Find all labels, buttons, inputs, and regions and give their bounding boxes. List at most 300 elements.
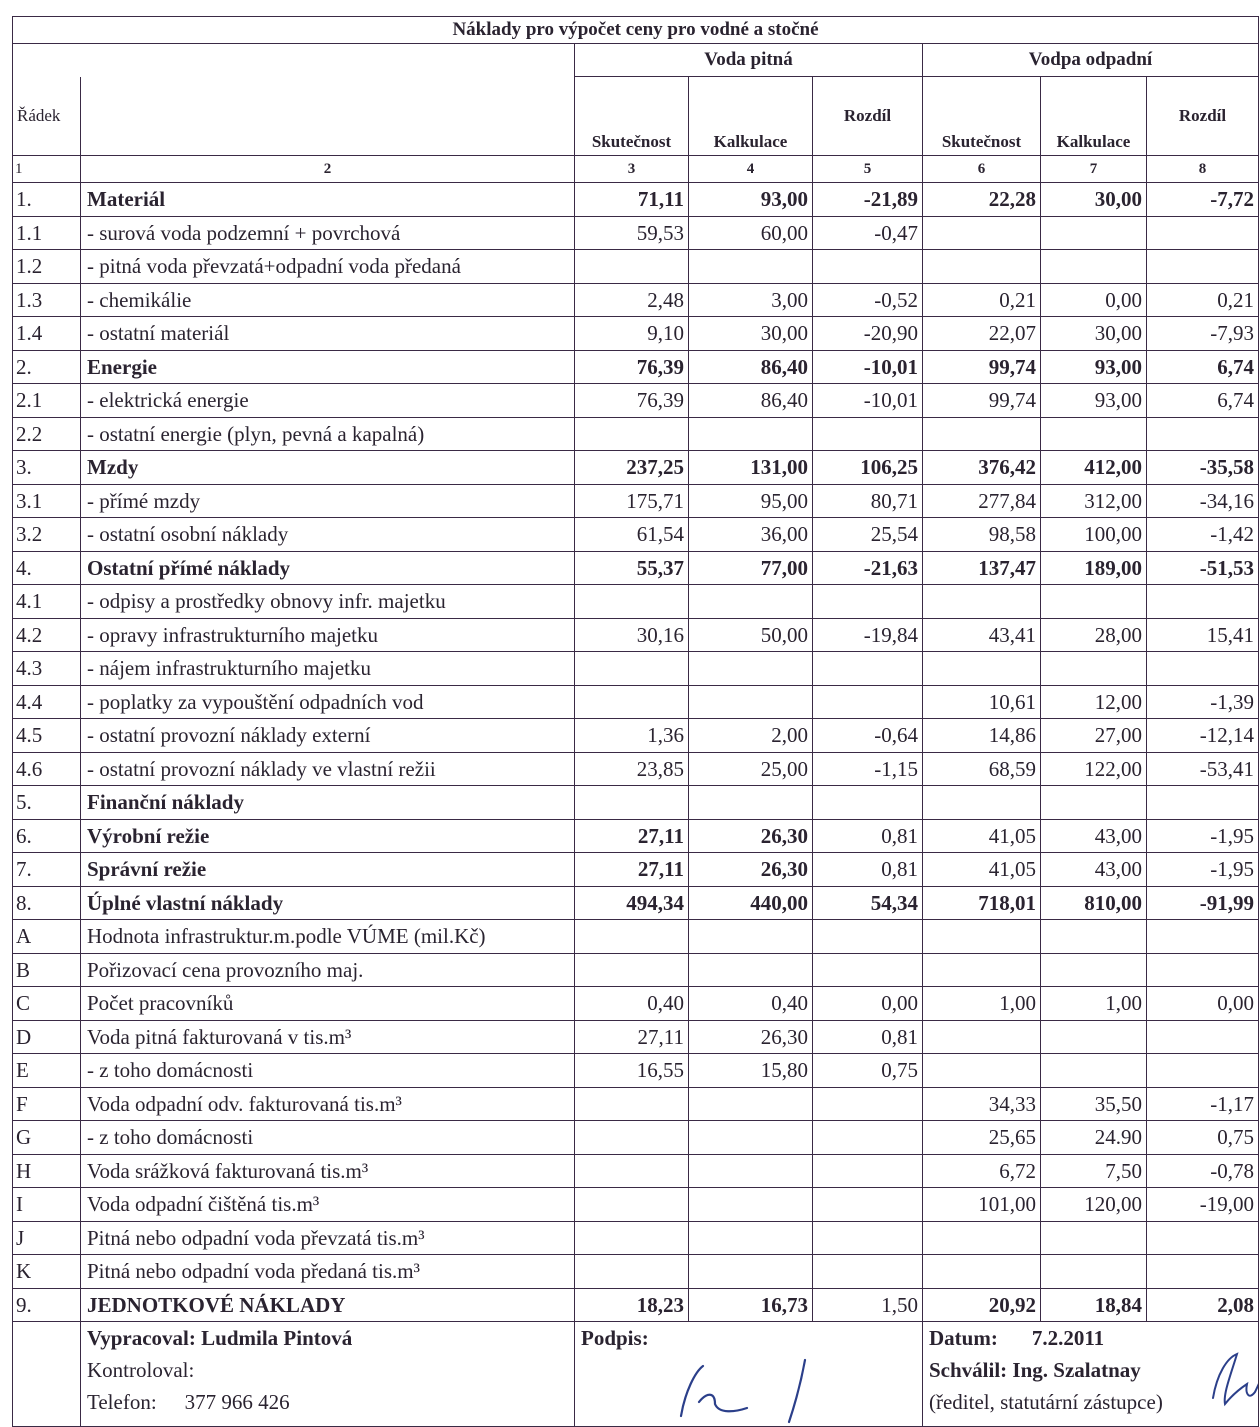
cell-waste-diff: -1,17 xyxy=(1147,1087,1259,1121)
cell-water-calc xyxy=(689,920,813,954)
cell-water-diff: -21,63 xyxy=(813,551,923,585)
row-code: B xyxy=(13,953,81,987)
table-row xyxy=(13,585,1259,619)
row-code: 4.1 xyxy=(13,585,81,619)
row-label: - přímé mzdy xyxy=(81,484,575,518)
approved-by: Schválil: Ing. Szalatnay xyxy=(929,1358,1141,1382)
cell-water-actual: 18,23 xyxy=(575,1288,689,1322)
cell-waste-calc xyxy=(1041,1221,1147,1255)
cell-water-calc xyxy=(689,1255,813,1289)
cell-waste-calc: 28,00 xyxy=(1041,618,1147,652)
cell-waste-diff xyxy=(1147,417,1259,451)
row-label: - chemikálie xyxy=(81,283,575,317)
table-row xyxy=(13,451,1259,485)
cell-waste-calc xyxy=(1041,216,1147,250)
table-row xyxy=(13,1020,1259,1054)
col-number: 6 xyxy=(923,156,1041,183)
row-code: 1.4 xyxy=(13,317,81,351)
cell-waste-actual: 22,07 xyxy=(923,317,1041,351)
cell-water-actual xyxy=(575,953,689,987)
cell-waste-actual xyxy=(923,1020,1041,1054)
cell-waste-actual: 14,86 xyxy=(923,719,1041,753)
group-waste: Vodpa odpadní xyxy=(923,44,1259,77)
cell-water-actual xyxy=(575,250,689,284)
cell-water-actual: 71,11 xyxy=(575,183,689,217)
cell-water-calc xyxy=(689,1188,813,1222)
table-row xyxy=(13,1288,1259,1322)
cell-water-actual xyxy=(575,920,689,954)
cell-water-diff: 0,81 xyxy=(813,819,923,853)
header-radek: Řádek xyxy=(13,77,81,156)
table-row xyxy=(13,920,1259,954)
cell-water-diff: 0,00 xyxy=(813,987,923,1021)
row-label: - ostatní provozní náklady ve vlastní režii xyxy=(81,752,575,786)
signature-drawing xyxy=(655,1352,855,1424)
cell-water-actual: 76,39 xyxy=(575,350,689,384)
cell-water-actual: 30,16 xyxy=(575,618,689,652)
row-label: - z toho domácnosti xyxy=(81,1054,575,1088)
table-row xyxy=(13,886,1259,920)
row-label: - opravy infrastrukturního majetku xyxy=(81,618,575,652)
cell-water-calc: 30,00 xyxy=(689,317,813,351)
table-row xyxy=(13,1121,1259,1155)
date-label: Datum: xyxy=(929,1326,998,1350)
row-code: K xyxy=(13,1255,81,1289)
row-code: 3. xyxy=(13,451,81,485)
cell-waste-actual: 137,47 xyxy=(923,551,1041,585)
cell-water-actual: 55,37 xyxy=(575,551,689,585)
cell-waste-actual xyxy=(923,417,1041,451)
cell-waste-calc: 43,00 xyxy=(1041,819,1147,853)
cell-waste-actual: 0,21 xyxy=(923,283,1041,317)
cell-waste-actual: 376,42 xyxy=(923,451,1041,485)
footer-approval-block xyxy=(923,1322,1259,1427)
cell-waste-diff xyxy=(1147,1221,1259,1255)
table-row xyxy=(13,283,1259,317)
cell-water-diff xyxy=(813,1154,923,1188)
cell-waste-diff: -35,58 xyxy=(1147,451,1259,485)
cell-water-actual xyxy=(575,585,689,619)
row-label: Počet pracovníků xyxy=(81,987,575,1021)
row-code: G xyxy=(13,1121,81,1155)
col-number: 3 xyxy=(575,156,689,183)
cell-water-diff: -20,90 xyxy=(813,317,923,351)
cell-water-diff: 80,71 xyxy=(813,484,923,518)
row-code: 1.1 xyxy=(13,216,81,250)
row-label: Voda odpadní odv. fakturovaná tis.m³ xyxy=(81,1087,575,1121)
cell-water-diff: -21,89 xyxy=(813,183,923,217)
cell-water-calc: 77,00 xyxy=(689,551,813,585)
cell-waste-calc: 24.90 xyxy=(1041,1121,1147,1155)
row-code: F xyxy=(13,1087,81,1121)
cell-waste-actual: 277,84 xyxy=(923,484,1041,518)
cell-water-diff xyxy=(813,953,923,987)
row-label: - odpisy a prostředky obnovy infr. majetku xyxy=(81,585,575,619)
cell-waste-diff xyxy=(1147,585,1259,619)
cell-water-calc xyxy=(689,1121,813,1155)
cell-water-actual: 76,39 xyxy=(575,384,689,418)
table-row xyxy=(13,752,1259,786)
cell-waste-actual: 1,00 xyxy=(923,987,1041,1021)
cell-water-calc: 2,00 xyxy=(689,719,813,753)
phone-label: Telefon: xyxy=(87,1390,157,1414)
row-code: I xyxy=(13,1188,81,1222)
cell-waste-diff xyxy=(1147,1255,1259,1289)
cell-water-diff: -19,84 xyxy=(813,618,923,652)
row-code: H xyxy=(13,1154,81,1188)
row-label: Ostatní přímé náklady xyxy=(81,551,575,585)
row-label: Voda odpadní čištěná tis.m³ xyxy=(81,1188,575,1222)
cost-sheet xyxy=(12,16,1258,1420)
cell-waste-calc: 27,00 xyxy=(1041,719,1147,753)
cell-waste-diff xyxy=(1147,216,1259,250)
group-water: Voda pitná xyxy=(575,44,923,77)
row-code: 4.3 xyxy=(13,652,81,686)
cell-water-diff: 0,81 xyxy=(813,1020,923,1054)
table-row xyxy=(13,417,1259,451)
row-label: - ostatní osobní náklady xyxy=(81,518,575,552)
table-row xyxy=(13,484,1259,518)
cell-water-calc: 50,00 xyxy=(689,618,813,652)
table-row xyxy=(13,1054,1259,1088)
cell-waste-calc: 30,00 xyxy=(1041,317,1147,351)
phone-number: 377 966 426 xyxy=(184,1390,290,1414)
cell-water-actual: 175,71 xyxy=(575,484,689,518)
cell-waste-actual: 10,61 xyxy=(923,685,1041,719)
cell-water-actual xyxy=(575,1154,689,1188)
cell-waste-diff xyxy=(1147,920,1259,954)
row-code: 4.6 xyxy=(13,752,81,786)
cell-waste-actual xyxy=(923,1255,1041,1289)
cell-water-actual: 23,85 xyxy=(575,752,689,786)
table-row xyxy=(13,183,1259,217)
row-code: 8. xyxy=(13,886,81,920)
table-row xyxy=(13,518,1259,552)
cell-water-diff xyxy=(813,920,923,954)
row-code: 4.4 xyxy=(13,685,81,719)
row-label: Voda pitná fakturovaná v tis.m³ xyxy=(81,1020,575,1054)
cell-water-actual: 27,11 xyxy=(575,819,689,853)
cell-waste-calc: 18,84 xyxy=(1041,1288,1147,1322)
cell-water-diff: -0,64 xyxy=(813,719,923,753)
cell-waste-diff: -7,93 xyxy=(1147,317,1259,351)
cell-waste-actual: 98,58 xyxy=(923,518,1041,552)
cell-waste-calc: 35,50 xyxy=(1041,1087,1147,1121)
cell-waste-diff xyxy=(1147,1020,1259,1054)
row-label: Pořizovací cena provozního maj. xyxy=(81,953,575,987)
cell-water-actual xyxy=(575,1087,689,1121)
row-code: 4. xyxy=(13,551,81,585)
cell-waste-actual xyxy=(923,1221,1041,1255)
cell-water-diff xyxy=(813,250,923,284)
cell-water-actual xyxy=(575,1221,689,1255)
cell-waste-diff: -1,39 xyxy=(1147,685,1259,719)
row-code: D xyxy=(13,1020,81,1054)
cell-waste-actual: 68,59 xyxy=(923,752,1041,786)
cell-water-calc: 0,40 xyxy=(689,987,813,1021)
cell-water-actual: 27,11 xyxy=(575,853,689,887)
table-row xyxy=(13,1255,1259,1289)
cell-waste-diff: -51,53 xyxy=(1147,551,1259,585)
cell-water-calc xyxy=(689,1087,813,1121)
cell-waste-calc: 93,00 xyxy=(1041,350,1147,384)
cell-waste-diff: -1,95 xyxy=(1147,853,1259,887)
cell-water-calc: 3,00 xyxy=(689,283,813,317)
row-code: 4.2 xyxy=(13,618,81,652)
cell-water-calc: 15,80 xyxy=(689,1054,813,1088)
table-row xyxy=(13,652,1259,686)
table-row xyxy=(13,819,1259,853)
cell-waste-calc: 93,00 xyxy=(1041,384,1147,418)
row-code: J xyxy=(13,1221,81,1255)
row-code: 1.3 xyxy=(13,283,81,317)
subheader-row xyxy=(13,77,1259,156)
cell-water-calc xyxy=(689,1154,813,1188)
footer-signature-block xyxy=(575,1322,923,1427)
cell-water-diff: -0,52 xyxy=(813,283,923,317)
cell-waste-calc xyxy=(1041,953,1147,987)
cell-water-diff xyxy=(813,585,923,619)
cell-waste-actual xyxy=(923,216,1041,250)
cell-water-calc: 440,00 xyxy=(689,886,813,920)
cell-water-calc xyxy=(689,585,813,619)
cell-waste-diff xyxy=(1147,953,1259,987)
row-code: 1. xyxy=(13,183,81,217)
cell-waste-calc: 412,00 xyxy=(1041,451,1147,485)
row-label: Pitná nebo odpadní voda předaná tis.m³ xyxy=(81,1255,575,1289)
cell-waste-calc: 7,50 xyxy=(1041,1154,1147,1188)
cell-waste-actual: 34,33 xyxy=(923,1087,1041,1121)
cell-water-calc: 26,30 xyxy=(689,819,813,853)
cell-waste-calc xyxy=(1041,250,1147,284)
cell-waste-calc: 12,00 xyxy=(1041,685,1147,719)
table-row xyxy=(13,1154,1259,1188)
cell-waste-diff: -1,95 xyxy=(1147,819,1259,853)
row-code: 1.2 xyxy=(13,250,81,284)
cell-waste-diff: 6,74 xyxy=(1147,384,1259,418)
date-value: 7.2.2011 xyxy=(1031,1326,1105,1350)
row-code: 2.2 xyxy=(13,417,81,451)
cell-water-calc: 26,30 xyxy=(689,853,813,887)
cell-waste-actual xyxy=(923,953,1041,987)
cell-waste-diff: 0,75 xyxy=(1147,1121,1259,1155)
cell-waste-calc: 120,00 xyxy=(1041,1188,1147,1222)
cell-water-actual: 1,36 xyxy=(575,719,689,753)
header-water-calc: Kalkulace xyxy=(689,77,813,156)
header-water-actual: Skutečnost xyxy=(575,77,689,156)
row-label: - ostatní provozní náklady externí xyxy=(81,719,575,753)
cell-waste-actual xyxy=(923,585,1041,619)
cell-waste-diff: -34,16 xyxy=(1147,484,1259,518)
header-waste-calc: Kalkulace xyxy=(1041,77,1147,156)
row-label: Mzdy xyxy=(81,451,575,485)
footer-prepared-block xyxy=(81,1322,575,1427)
cell-waste-calc xyxy=(1041,786,1147,820)
row-code: 3.2 xyxy=(13,518,81,552)
cell-water-actual xyxy=(575,786,689,820)
cell-water-diff xyxy=(813,417,923,451)
cell-water-actual: 16,55 xyxy=(575,1054,689,1088)
row-label: - z toho domácnosti xyxy=(81,1121,575,1155)
row-code: 5. xyxy=(13,786,81,820)
row-label: Materiál xyxy=(81,183,575,217)
cell-waste-diff: 0,21 xyxy=(1147,283,1259,317)
table-row xyxy=(13,1221,1259,1255)
cell-water-calc xyxy=(689,417,813,451)
row-label: Finanční náklady xyxy=(81,786,575,820)
cell-waste-actual: 20,92 xyxy=(923,1288,1041,1322)
cell-waste-diff xyxy=(1147,652,1259,686)
cell-water-actual: 27,11 xyxy=(575,1020,689,1054)
row-label: Pitná nebo odpadní voda převzatá tis.m³ xyxy=(81,1221,575,1255)
row-code: 9. xyxy=(13,1288,81,1322)
cell-waste-actual: 43,41 xyxy=(923,618,1041,652)
cell-waste-diff xyxy=(1147,786,1259,820)
row-code: 2.1 xyxy=(13,384,81,418)
col-number: 8 xyxy=(1147,156,1259,183)
cost-table xyxy=(12,16,1259,1427)
table-row xyxy=(13,987,1259,1021)
header-waste-actual: Skutečnost xyxy=(923,77,1041,156)
cell-water-actual xyxy=(575,417,689,451)
table-row xyxy=(13,1087,1259,1121)
cell-water-actual: 0,40 xyxy=(575,987,689,1021)
cell-waste-actual xyxy=(923,652,1041,686)
cell-water-calc xyxy=(689,953,813,987)
cell-water-actual xyxy=(575,1121,689,1155)
row-label: - poplatky za vypouštění odpadních vod xyxy=(81,685,575,719)
cell-waste-diff xyxy=(1147,1054,1259,1088)
cell-waste-actual: 22,28 xyxy=(923,183,1041,217)
table-row xyxy=(13,953,1259,987)
cell-waste-diff: -12,14 xyxy=(1147,719,1259,753)
signature-label: Podpis: xyxy=(581,1326,649,1350)
cell-waste-calc: 810,00 xyxy=(1041,886,1147,920)
cell-waste-actual xyxy=(923,250,1041,284)
row-code: E xyxy=(13,1054,81,1088)
cell-water-actual xyxy=(575,685,689,719)
cell-waste-actual: 41,05 xyxy=(923,819,1041,853)
row-label: Úplné vlastní náklady xyxy=(81,886,575,920)
row-code: C xyxy=(13,987,81,1021)
approval-signature xyxy=(1193,1344,1259,1422)
cell-water-diff: 0,75 xyxy=(813,1054,923,1088)
cell-waste-diff xyxy=(1147,250,1259,284)
row-label: Hodnota infrastruktur.m.podle VÚME (mil.Kč) xyxy=(81,920,575,954)
row-label: JEDNOTKOVÉ NÁKLADY xyxy=(81,1288,575,1322)
row-label: Správní režie xyxy=(81,853,575,887)
cell-water-actual xyxy=(575,1255,689,1289)
table-row xyxy=(13,250,1259,284)
row-code: A xyxy=(13,920,81,954)
cell-water-calc: 131,00 xyxy=(689,451,813,485)
header-waste-diff: Rozdíl xyxy=(1147,77,1259,156)
row-label: - elektrická energie xyxy=(81,384,575,418)
cell-water-diff xyxy=(813,652,923,686)
cell-water-actual: 237,25 xyxy=(575,451,689,485)
checked-by: Kontroloval: xyxy=(87,1358,195,1382)
cell-waste-diff: -53,41 xyxy=(1147,752,1259,786)
cell-water-diff: -1,15 xyxy=(813,752,923,786)
table-row xyxy=(13,350,1259,384)
row-label: Výrobní režie xyxy=(81,819,575,853)
cell-water-calc xyxy=(689,786,813,820)
cell-water-diff: -10,01 xyxy=(813,350,923,384)
cell-waste-diff: -1,42 xyxy=(1147,518,1259,552)
cell-water-diff xyxy=(813,685,923,719)
col-number: 1 xyxy=(13,156,81,183)
cell-waste-actual: 99,74 xyxy=(923,384,1041,418)
row-code: 7. xyxy=(13,853,81,887)
cell-water-diff xyxy=(813,786,923,820)
table-row xyxy=(13,618,1259,652)
header-water-diff: Rozdíl xyxy=(813,77,923,156)
table-row xyxy=(13,1188,1259,1222)
row-label: - ostatní materiál xyxy=(81,317,575,351)
table-row xyxy=(13,786,1259,820)
cell-waste-calc xyxy=(1041,1020,1147,1054)
cell-waste-actual: 101,00 xyxy=(923,1188,1041,1222)
cell-water-diff xyxy=(813,1221,923,1255)
cell-water-calc xyxy=(689,685,813,719)
cell-water-calc: 95,00 xyxy=(689,484,813,518)
cell-water-calc: 60,00 xyxy=(689,216,813,250)
row-label: Voda srážková fakturovaná tis.m³ xyxy=(81,1154,575,1188)
cell-waste-calc xyxy=(1041,417,1147,451)
cell-water-calc: 93,00 xyxy=(689,183,813,217)
cell-water-diff xyxy=(813,1188,923,1222)
cell-water-calc xyxy=(689,250,813,284)
cell-water-calc xyxy=(689,1221,813,1255)
cell-water-calc xyxy=(689,652,813,686)
cell-waste-diff: 15,41 xyxy=(1147,618,1259,652)
cell-water-actual: 59,53 xyxy=(575,216,689,250)
cell-water-diff: -10,01 xyxy=(813,384,923,418)
cell-waste-diff: -19,00 xyxy=(1147,1188,1259,1222)
col-number: 2 xyxy=(81,156,575,183)
cell-water-diff: 54,34 xyxy=(813,886,923,920)
table-row xyxy=(13,685,1259,719)
row-label: - ostatní energie (plyn, pevná a kapalná) xyxy=(81,417,575,451)
cell-waste-calc xyxy=(1041,1054,1147,1088)
cell-water-diff xyxy=(813,1121,923,1155)
cell-waste-actual: 41,05 xyxy=(923,853,1041,887)
cell-waste-diff: 6,74 xyxy=(1147,350,1259,384)
cell-water-actual: 494,34 xyxy=(575,886,689,920)
cell-water-diff: 106,25 xyxy=(813,451,923,485)
column-number-row xyxy=(13,156,1259,183)
phone-line xyxy=(87,1386,568,1418)
cell-water-diff xyxy=(813,1087,923,1121)
row-code: 2. xyxy=(13,350,81,384)
table-row xyxy=(13,216,1259,250)
cell-waste-diff: -0,78 xyxy=(1147,1154,1259,1188)
cell-water-diff: 25,54 xyxy=(813,518,923,552)
cell-water-calc: 86,40 xyxy=(689,350,813,384)
cell-water-calc: 16,73 xyxy=(689,1288,813,1322)
cell-water-actual xyxy=(575,1188,689,1222)
cell-waste-actual: 6,72 xyxy=(923,1154,1041,1188)
table-row xyxy=(13,551,1259,585)
table-row xyxy=(13,317,1259,351)
cell-waste-calc: 1,00 xyxy=(1041,987,1147,1021)
row-label: Energie xyxy=(81,350,575,384)
row-code: 3.1 xyxy=(13,484,81,518)
cell-water-actual: 61,54 xyxy=(575,518,689,552)
title-row xyxy=(13,17,1259,44)
table-row xyxy=(13,719,1259,753)
cell-waste-calc xyxy=(1041,585,1147,619)
